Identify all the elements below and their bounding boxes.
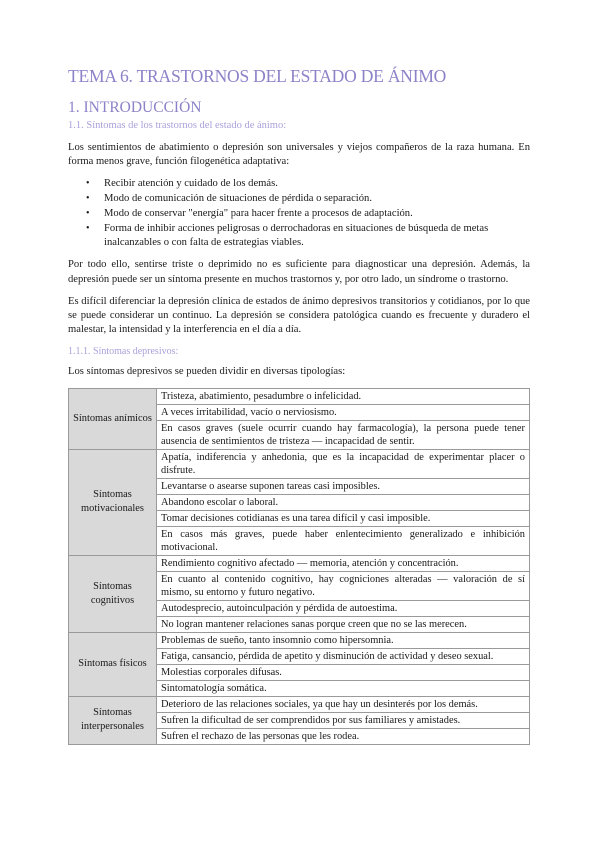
document-page [68,64,530,745]
section-heading-introduccion: 1. INTRODUCCIÓN [68,99,202,116]
table-cell: Sintomatología somática. [157,680,530,696]
bullet-icon: • [86,208,90,220]
table-cell: Molestias corporales difusas. [157,664,530,680]
category-cell-motivacionales: Síntomas motivacionales [69,449,157,555]
bullet-icon: • [86,223,90,235]
paragraph-table-intro: Los síntomas depresivos se pueden dividir en diversas tipologías: [68,366,346,378]
bullet-icon: • [86,193,90,205]
table-cell: Apatía, indiferencia y anhedonia, que es la incapacidad de experimentar placer o disfrute. [157,449,530,478]
symptoms-table [68,388,530,745]
category-cell-animicos: Síntomas anímicos [69,388,157,449]
table-cell: Sufren la dificultad de ser comprendidos por sus familiares y amistades. [157,712,530,728]
table-cell: No logran mantener relaciones sanas porque creen que no se las merecen. [157,616,530,632]
table-cell: Deterioro de las relaciones sociales, ya que hay un desinterés por los demás. [157,696,530,712]
table-cell: Problemas de sueño, tanto insomnio como hipersomnia. [157,632,530,648]
document-title: TEMA 6. TRASTORNOS DEL ESTADO DE ÁNIMO [68,66,447,86]
list-item: • Modo de conservar "energía" para hacer frente a procesos de adaptación. [86,208,413,220]
list-item: • Modo de comunicación de situaciones de pérdida o separación. [86,193,372,205]
table-cell: Tristeza, abatimiento, pesadumbre o infelicidad. [157,388,530,404]
bullet-list-functions [68,177,530,250]
subsubsection-heading-sintomas-depresivos: 1.1.1. Síntomas depresivos: [68,346,179,358]
table-row [69,632,530,648]
table-row [69,449,530,478]
subsection-heading-sintomas: 1.1. Síntomas de los trastornos del estado de ánimo: [68,120,287,131]
paragraph-intro: Los sentimientos de abatimiento o depresión son universales y viejos compañeros de la raza humana. En forma menos grave, función filogenética adaptativa: [68,142,530,168]
table-cell: En cuanto al contenido cognitivo, hay cogniciones alteradas — valoración de sí mismo, su entorno y futuro negativo. [157,571,530,600]
table-cell: A veces irritabilidad, vacío o nerviosismo. [157,404,530,420]
bullet-icon: • [86,178,90,190]
table-cell: En casos más graves, puede haber enlentecimiento generalizado e inhibición motivacional. [157,526,530,555]
table-cell: Sufren el rechazo de las personas que les rodea. [157,728,530,744]
table-cell: Autodesprecio, autoinculpación y pérdida de autoestima. [157,600,530,616]
list-item: • Forma de inhibir acciones peligrosas o derrochadoras en situaciones de búsqueda de metas inalcanzables o con falta de estrategias viables. [86,223,489,249]
category-cell-interpersonales: Síntomas interpersonales [69,696,157,744]
table-cell: Abandono escolar o laboral. [157,494,530,510]
category-cell-cognitivos: Síntomas cognitivos [69,555,157,632]
category-cell-fisicos: Síntomas físicos [69,632,157,696]
table-cell: Levantarse o asearse suponen tareas casi imposibles. [157,478,530,494]
table-cell: Rendimiento cognitivo afectado — memoria, atención y concentración. [157,555,530,571]
list-item: • Recibir atención y cuidado de los demás. [86,178,278,190]
table-cell: Fatiga, cansancio, pérdida de apetito y disminución de actividad y deseo sexual. [157,648,530,664]
table-row [69,388,530,404]
paragraph-continuum: Es difícil diferenciar la depresión clínica de estados de ánimo depresivos transitorios y cotidianos, por lo que se puede considerar un continuo. La depresión se considera patológica cuando es frecuente y duradero el malestar, la intensidad y la interferencia en el día a día. [68,295,530,336]
table-row [69,555,530,571]
table-cell: En casos graves (suele ocurrir cuando hay farmacología), la persona puede tener ausencia de sentimientos de tristeza — incapacidad de sentir. [157,420,530,449]
table-cell: Tomar decisiones cotidianas es una tarea difícil y casi imposible. [157,510,530,526]
table-row [69,696,530,712]
paragraph-diagnosis: Por todo ello, sentirse triste o deprimido no es suficiente para diagnosticar una depresión. Además, la depresión puede ser un síntoma presente en muchos trastornos y, por otro lado, un síndrome o trastorno. [68,259,530,285]
